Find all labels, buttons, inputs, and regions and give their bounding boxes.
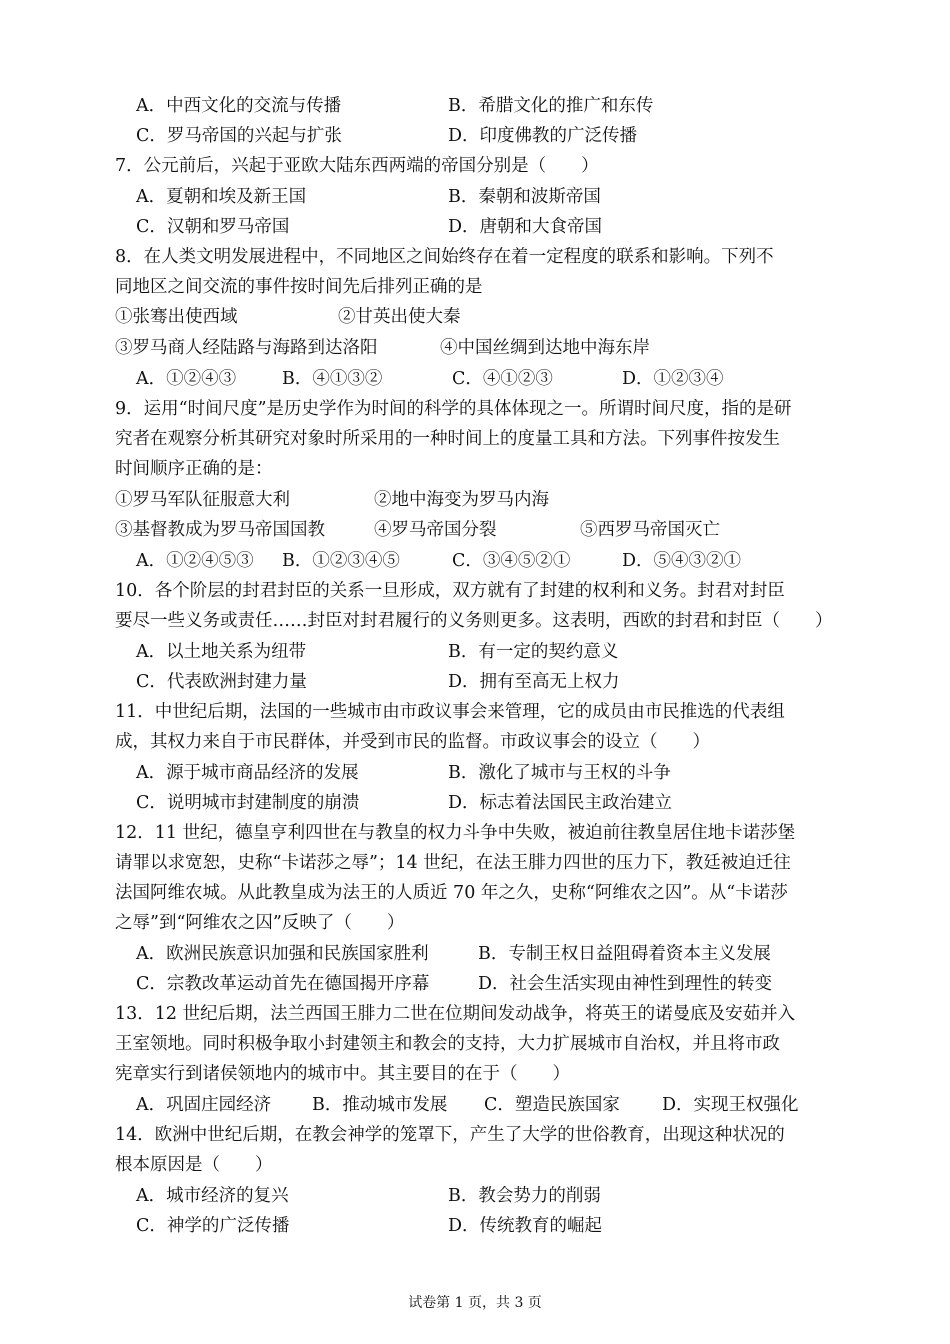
q14-option-d: D．传统教育的崛起 <box>448 1216 603 1236</box>
q7-stem: 7．公元前后，兴起于亚欧大陆东西两端的帝国分别是（ ） <box>115 156 599 176</box>
q8-item-2: ②甘英出使大秦 <box>338 307 461 327</box>
q10-option-a: A．以土地关系为纽带 <box>136 642 307 662</box>
q8-option-a: A．①②④③ <box>136 369 237 389</box>
q14-option-a: A．城市经济的复兴 <box>136 1186 289 1206</box>
q10-option-d: D．拥有至高无上权力 <box>448 672 620 692</box>
q13-option-c: C．塑造民族国家 <box>484 1095 620 1115</box>
q14-stem-line-1: 14．欧洲中世纪后期，在教会神学的笼罩下，产生了大学的世俗教育，出现这种状况的 <box>115 1125 785 1145</box>
q12-stem-line-1: 12．11 世纪，德皇亨利四世在与教皇的权力斗争中失败，被迫前往教皇居住地卡诺莎堡 <box>115 823 796 843</box>
q6-option-d: D．印度佛教的广泛传播 <box>448 126 638 146</box>
q9-item-4: ④罗马帝国分裂 <box>374 520 497 540</box>
q9-option-c: C．③④⑤②① <box>452 551 571 571</box>
q12-option-d: D．社会生活实现由神性到理性的转变 <box>478 974 773 994</box>
q8-stem-line-2: 同地区之间交流的事件按时间先后排列正确的是 <box>115 277 483 297</box>
q8-option-c: C．④①②③ <box>452 369 553 389</box>
q14-stem-line-2: 根本原因是（ ） <box>115 1155 273 1175</box>
q8-option-b: B．④①③② <box>282 369 383 389</box>
q12-stem-line-4: 之辱”到“阿维农之囚”反映了（ ） <box>115 913 405 933</box>
q12-option-b: B．专制王权日益阻碍着资本主义发展 <box>478 944 771 964</box>
q9-item-3: ③基督教成为罗马帝国国教 <box>115 520 325 540</box>
q10-option-c: C．代表欧洲封建力量 <box>136 672 307 692</box>
q13-stem-line-3: 宪章实行到诸侯领地内的城市中。其主要目的在于（ ） <box>115 1064 570 1084</box>
q13-option-a: A．巩固庄园经济 <box>136 1095 272 1115</box>
q8-item-1: ①张骞出使西域 <box>115 307 238 327</box>
q9-item-5: ⑤西罗马帝国灭亡 <box>580 520 720 540</box>
q9-option-b: B．①②③④⑤ <box>282 551 400 571</box>
q8-item-4: ④中国丝绸到达地中海东岸 <box>440 338 650 358</box>
q10-option-b: B．有一定的契约意义 <box>448 642 619 662</box>
q13-option-b: B．推动城市发展 <box>312 1095 448 1115</box>
q7-option-a: A．夏朝和埃及新王国 <box>136 187 307 207</box>
q9-option-a: A．①②④⑤③ <box>136 551 254 571</box>
q11-option-c: C．说明城市封建制度的崩溃 <box>136 793 360 813</box>
q6-option-a: A．中西文化的交流与传播 <box>136 96 342 116</box>
q12-option-a: A．欧洲民族意识加强和民族国家胜利 <box>136 944 429 964</box>
q10-stem-line-2: 要尽一些义务或责任……封臣对封君履行的义务则更多。这表明，西欧的封君和封臣（ ） <box>115 611 833 631</box>
q8-option-d: D．①②③④ <box>622 369 724 389</box>
q11-stem-line-2: 成，其权力来自于市民群体，并受到市民的监督。市政议事会的设立（ ） <box>115 732 710 752</box>
q11-stem-line-1: 11．中世纪后期，法国的一些城市由市政议事会来管理，它的成员由市民推选的代表组 <box>115 702 785 722</box>
q14-option-b: B．教会势力的削弱 <box>448 1186 601 1206</box>
q7-option-b: B．秦朝和波斯帝国 <box>448 187 601 207</box>
q9-stem-line-2: 究者在观察分析其研究对象时所采用的一种时间上的度量工具和方法。下列事件按发生 <box>115 429 780 449</box>
q9-option-d: D．⑤④③②① <box>622 551 742 571</box>
q6-option-b: B．希腊文化的推广和东传 <box>448 96 654 116</box>
q11-option-d: D．标志着法国民主政治建立 <box>448 793 673 813</box>
q11-option-a: A．源于城市商品经济的发展 <box>136 763 359 783</box>
q11-option-b: B．激化了城市与王权的斗争 <box>448 763 671 783</box>
q9-stem-line-1: 9．运用“时间尺度”是历史学作为时间的科学的具体体现之一。所谓时间尺度，指的是研 <box>115 399 792 419</box>
q9-item-2: ②地中海变为罗马内海 <box>374 490 549 510</box>
q10-stem-line-1: 10．各个阶层的封君封臣的关系一旦形成，双方就有了封建的权利和义务。封君对封臣 <box>115 581 785 601</box>
q13-stem-line-1: 13．12 世纪后期，法兰西国王腓力二世在位期间发动战争，将英王的诺曼底及安茹并入 <box>115 1004 796 1024</box>
q14-option-c: C．神学的广泛传播 <box>136 1216 290 1236</box>
page-footer: 试卷第 1 页，共 3 页 <box>408 1295 542 1311</box>
q7-option-d: D．唐朝和大食帝国 <box>448 217 603 237</box>
q8-stem-line-1: 8．在人类文明发展进程中，不同地区之间始终存在着一定程度的联系和影响。下列不 <box>115 247 774 267</box>
q13-option-d: D．实现王权强化 <box>662 1095 799 1115</box>
q12-stem-line-2: 请罪以求宽恕，史称“卡诺莎之辱”；14 世纪，在法王腓力四世的压力下，教廷被迫迁往 <box>115 853 791 873</box>
q13-stem-line-2: 王室领地。同时积极争取小封建领主和教会的支持，大力扩展城市自治权，并且将市政 <box>115 1034 780 1054</box>
q12-option-c: C．宗教改革运动首先在德国揭开序幕 <box>136 974 430 994</box>
q7-option-c: C．汉朝和罗马帝国 <box>136 217 290 237</box>
q12-stem-line-3: 法国阿维农城。从此教皇成为法王的人质近 70 年之久，史称“阿维农之囚”。从“卡诺莎 <box>115 883 788 903</box>
q9-item-1: ①罗马军队征服意大利 <box>115 490 290 510</box>
q8-item-3: ③罗马商人经陆路与海路到达洛阳 <box>115 338 378 358</box>
q9-stem-line-3: 时间顺序正确的是： <box>115 459 273 479</box>
q6-option-c: C．罗马帝国的兴起与扩张 <box>136 126 342 146</box>
